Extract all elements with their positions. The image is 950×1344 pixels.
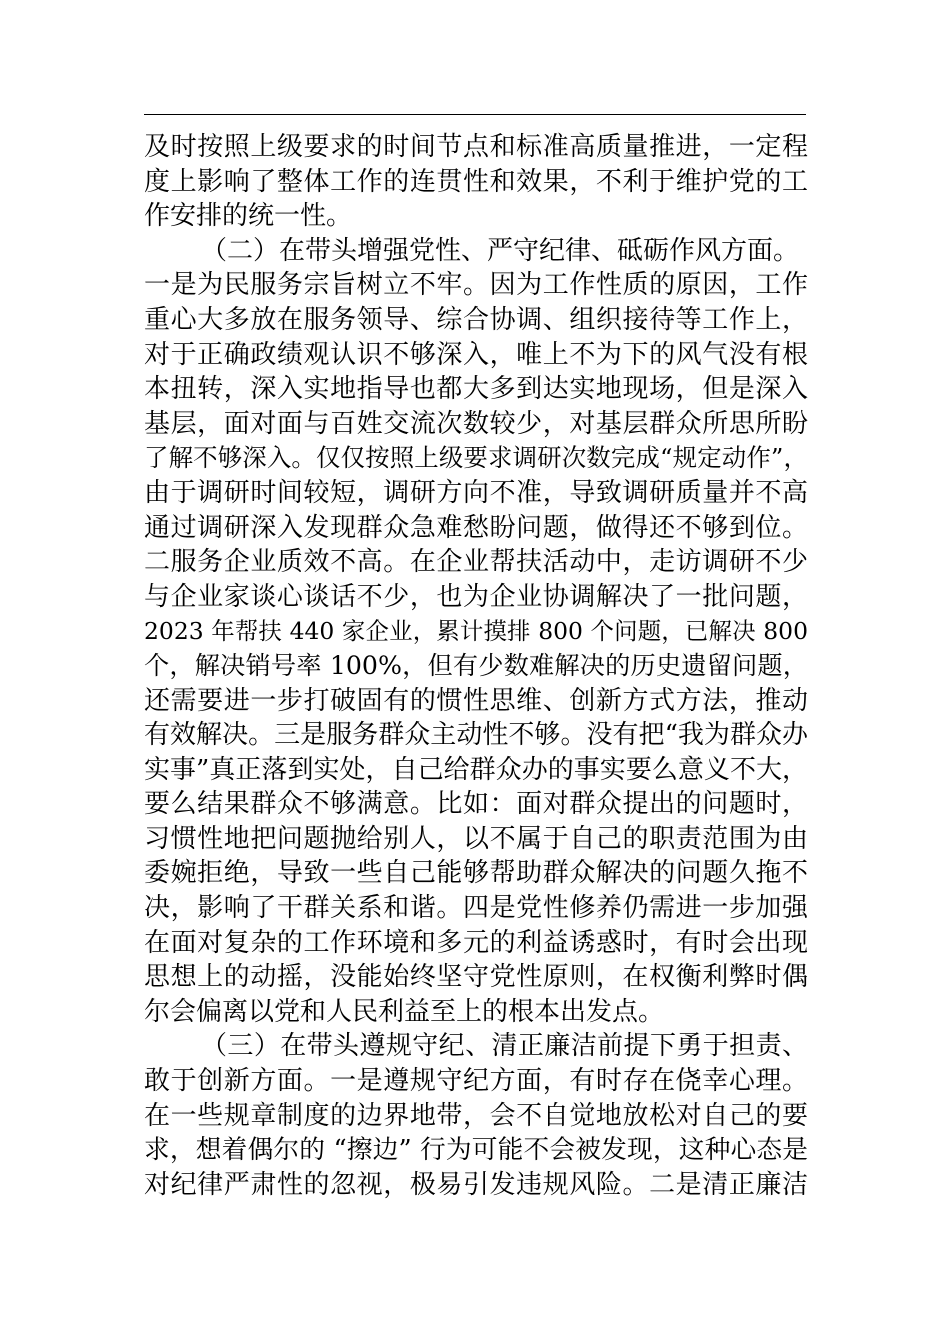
- text-line: （三）在带头遵规守纪、清正廉洁前提下勇于担责、: [201, 1031, 808, 1062]
- text-line: 对于正确政绩观认识不够深入，唯上不为下的风气没有根: [144, 339, 808, 370]
- text-line: 基层，面对面与百姓交流次数较少，对基层群众所思所盼: [144, 408, 808, 439]
- text-line: 重心大多放在服务领导、综合协调、组织接待等工作上，: [144, 304, 808, 335]
- text-line: 二服务企业质效不高。在企业帮扶活动中，走访调研不少: [144, 547, 808, 578]
- text-line: 了解不够深入。仅仅按照上级要求调研次数完成“规定动作”，: [144, 443, 808, 473]
- text-line: 思想上的动摇，没能始终坚守党性原则，在权衡利弊时偶: [144, 962, 808, 993]
- text-line: 在一些规章制度的边界地带，会不自觉地放松对自己的要: [144, 1100, 808, 1131]
- text-line: 敢于创新方面。一是遵规守纪方面，有时存在侥幸心理。: [144, 1066, 808, 1097]
- text-line: （二）在带头增强党性、严守纪律、砥砺作风方面。: [201, 235, 800, 266]
- text-line: 有效解决。三是服务群众主动性不够。没有把“我为群众办: [144, 720, 808, 751]
- text-line: 2023 年帮扶 440 家企业，累计摸排 800 个问题，已解决 800: [144, 617, 808, 646]
- text-line: 实事”真正落到实处，自己给群众办的事实要么意义不大，: [144, 754, 808, 785]
- text-line: 一是为民服务宗旨树立不牢。因为工作性质的原因，工作: [144, 270, 808, 301]
- text-line: 在面对复杂的工作环境和多元的利益诱惑时，有时会出现: [144, 927, 808, 958]
- text-line: 尔会偏离以党和人民利益至上的根本出发点。: [144, 996, 665, 1027]
- header-rule: [144, 114, 806, 115]
- text-line: 本扭转，深入实地指导也都大多到达实地现场，但是深入: [144, 374, 808, 405]
- text-line: 通过调研深入发现群众急难愁盼问题，做得还不够到位。: [144, 512, 808, 543]
- text-line: 决，影响了干群关系和谐。四是党性修养仍需进一步加强: [144, 893, 808, 924]
- text-line: 委婉拒绝，导致一些自己能够帮助群众解决的问题久拖不: [144, 858, 808, 889]
- text-line: 与企业家谈心谈话不少，也为企业协调解决了一批问题，: [144, 581, 808, 612]
- text-line: 对纪律严肃性的忽视，极易引发违规风险。二是清正廉洁: [144, 1169, 808, 1200]
- text-line: 作安排的统一性。: [144, 201, 353, 232]
- text-line: 由于调研时间较短，调研方向不准，导致调研质量并不高: [144, 477, 808, 508]
- text-line: 及时按照上级要求的时间节点和标准高质量推进，一定程: [144, 132, 808, 162]
- document-body: [144, 130, 808, 1202]
- text-line: 习惯性地把问题抛给别人，以不属于自己的职责范围为由: [144, 823, 808, 854]
- text-line: 还需要进一步打破固有的惯性思维、创新方式方法，推动: [144, 685, 808, 716]
- text-line: 求，想着偶尔的 “擦边” 行为可能不会被发现，这种心态是: [144, 1135, 808, 1166]
- text-line: 个，解决销号率 100%，但有少数难解决的历史遗留问题，: [144, 650, 808, 680]
- text-line: 要么结果群众不够满意。比如：面对群众提出的问题时，: [144, 789, 808, 820]
- text-line: 度上影响了整体工作的连贯性和效果，不利于维护党的工: [144, 166, 808, 197]
